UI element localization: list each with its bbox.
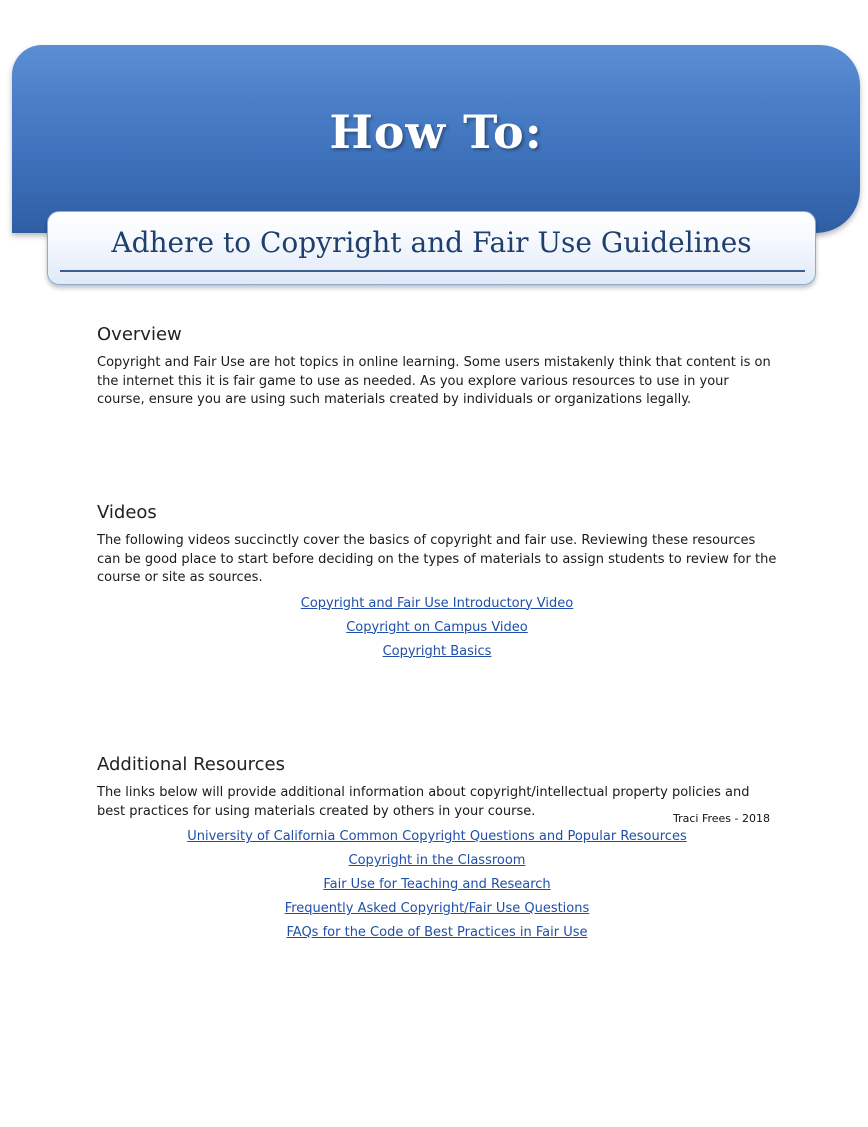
- videos-section: [97, 500, 777, 752]
- link-fair-use-teaching-research[interactable]: Fair Use for Teaching and Research: [323, 877, 551, 892]
- videos-body: The following videos succinctly cover the basics of copyright and fair use. Reviewing these resources can be good place to start before deciding on the types of materials to assign students to review for the course or site as sources.: [97, 533, 777, 585]
- page-subtitle: Adhere to Copyright and Fair Use Guidelines: [111, 226, 752, 259]
- additional-resources-section: [97, 752, 777, 945]
- link-copyright-in-classroom[interactable]: Copyright in the Classroom: [348, 853, 526, 868]
- additional-resources-heading: Additional Resources: [97, 754, 286, 775]
- video-links-list: [97, 592, 777, 664]
- subtitle-underline: [60, 270, 805, 272]
- overview-section: [97, 322, 777, 500]
- overview-body: Copyright and Fair Use are hot topics in online learning. Some users mistakenly think that content is on the internet this it is fair game to use as needed. As you explore various resources to use in your course, ensure you are using such materials created by individuals or organizations legally.: [97, 355, 771, 407]
- link-copyright-on-campus-video[interactable]: Copyright on Campus Video: [346, 619, 528, 635]
- link-faqs-code-best-practices[interactable]: FAQs for the Code of Best Practices in Fair Use: [286, 925, 588, 940]
- overview-heading: Overview: [97, 324, 182, 345]
- author-credit: Traci Frees - 2018: [673, 812, 770, 825]
- additional-resources-body: The links below will provide additional information about copyright/intellectual property policies and best practices for using materials created by others in your course.: [97, 785, 750, 819]
- main-content: [97, 322, 777, 945]
- link-copyright-basics[interactable]: Copyright Basics: [382, 643, 492, 659]
- resource-links-list: [97, 825, 777, 945]
- page-title: How To:: [329, 105, 543, 159]
- link-copyright-fair-use-intro-video[interactable]: Copyright and Fair Use Introductory Video: [300, 595, 574, 611]
- link-uc-copyright-questions[interactable]: University of California Common Copyright Questions and Popular Resources: [187, 829, 687, 844]
- videos-heading: Videos: [97, 502, 157, 523]
- link-faq-copyright-fair-use[interactable]: Frequently Asked Copyright/Fair Use Questions: [284, 901, 590, 916]
